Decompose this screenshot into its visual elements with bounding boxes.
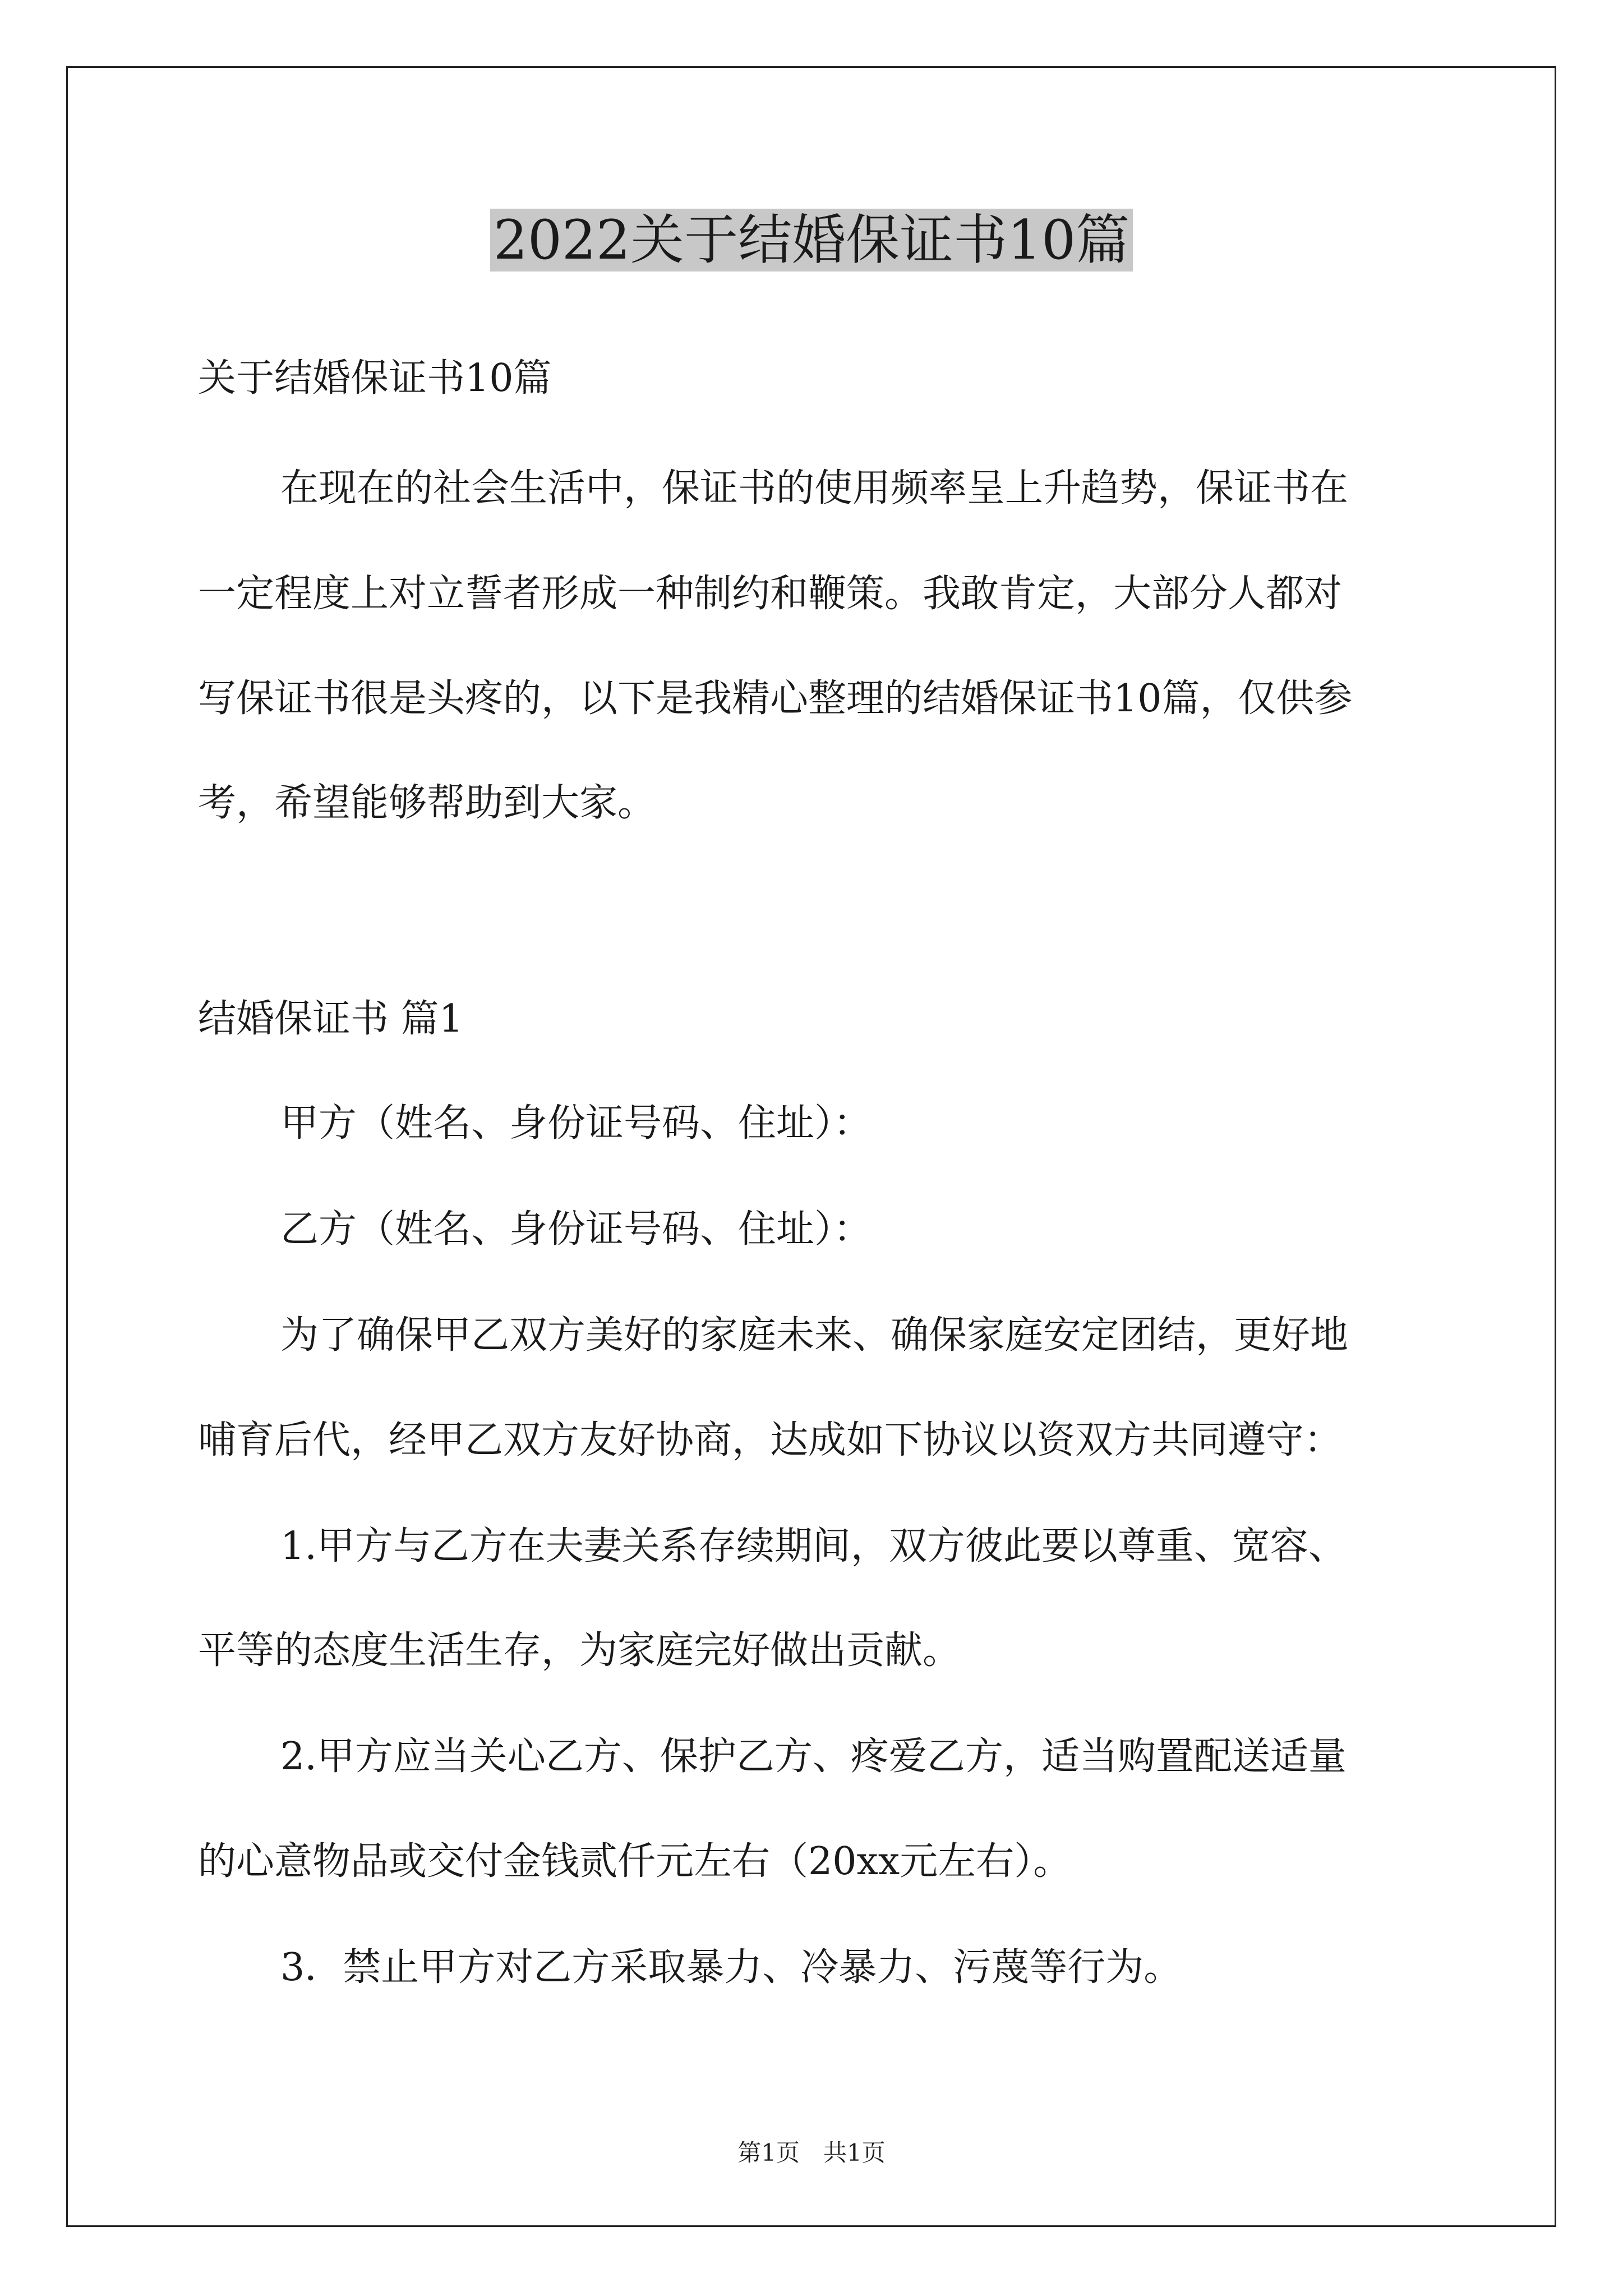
clause-1-line: 1.甲方与乙方在夫妻关系存续期间，双方彼此要以尊重、宽容、 <box>280 1524 1347 1568</box>
party-a-line: 甲方（姓名、身份证号码、住址）： <box>280 1101 872 1145</box>
clause-2-line: 的心意物品或交付金钱贰仟元左右（20xx元左右）。 <box>198 1839 1072 1884</box>
section-heading: 结婚保证书 篇1 <box>198 997 463 1041</box>
clause-3-line: 3．禁止甲方对乙方采取暴力、冷暴力、污蔑等行为。 <box>280 1945 1182 1990</box>
intro-paragraph-line: 写保证书很是头疼的，以下是我精心整理的结婚保证书10篇，仅供参 <box>198 677 1353 721</box>
clause-1-line: 平等的态度生活生存，为家庭完好做出贡献。 <box>198 1628 961 1673</box>
document-title <box>0 203 1623 277</box>
purpose-paragraph-line: 为了确保甲乙双方美好的家庭未来、确保家庭安定团结，更好地 <box>280 1313 1349 1358</box>
document-subtitle: 关于结婚保证书10篇 <box>198 356 552 401</box>
intro-paragraph-line: 考，希望能够帮助到大家。 <box>198 781 656 825</box>
clause-2-line: 2.甲方应当关心乙方、保护乙方、疼爱乙方，适当购置配送适量 <box>280 1734 1347 1779</box>
purpose-paragraph-line: 哺育后代，经甲乙双方友好协商，达成如下协议以资双方共同遵守： <box>198 1418 1343 1462</box>
document-title-text: 2022关于结婚保证书10篇 <box>490 209 1133 272</box>
intro-paragraph-line: 在现在的社会生活中，保证书的使用频率呈上升趋势，保证书在 <box>280 466 1349 510</box>
page-number-footer: 第1页 共1页 <box>737 2139 886 2166</box>
party-b-line: 乙方（姓名、身份证号码、住址）： <box>280 1207 872 1251</box>
intro-paragraph-line: 一定程度上对立誓者形成一种制约和鞭策。我敢肯定，大部分人都对 <box>198 572 1343 616</box>
